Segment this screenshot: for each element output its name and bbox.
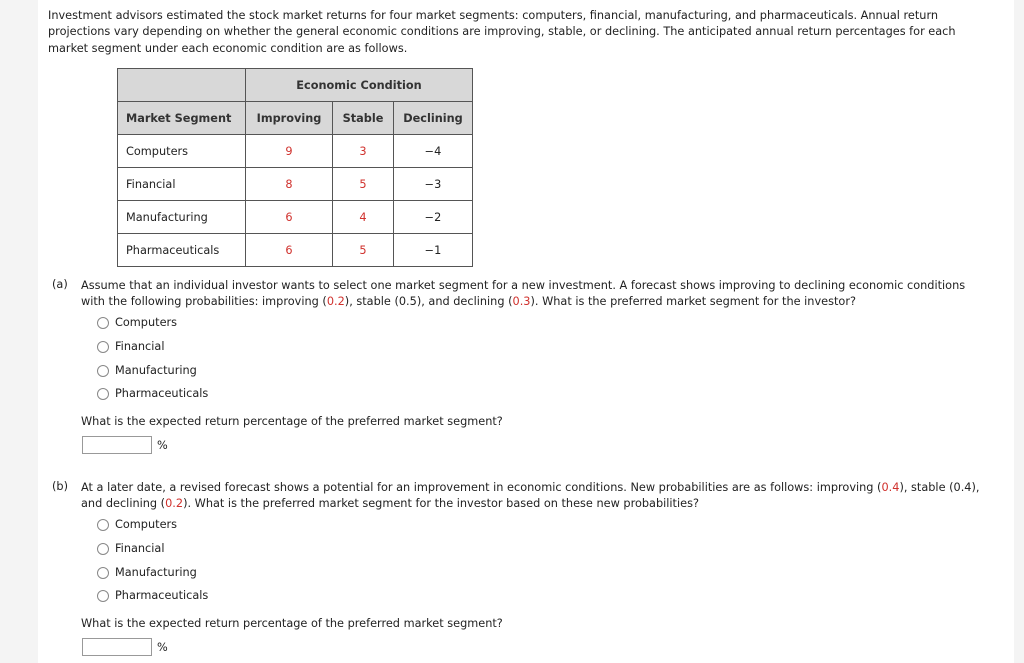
part-a-option-pharmaceuticals[interactable] <box>97 387 208 400</box>
part-b-option-pharmaceuticals[interactable] <box>97 589 208 602</box>
economic-condition-header: Economic Condition <box>246 69 473 102</box>
improving-cell: 9 <box>246 135 333 168</box>
stable-cell: 5 <box>333 234 394 267</box>
q-text: ). What is the preferred market segment for the investor? <box>530 295 856 309</box>
prob-improving: 0.4 <box>881 481 900 494</box>
improving-cell: 6 <box>246 234 333 267</box>
declining-cell: −3 <box>394 168 473 201</box>
option-label: Computers <box>115 518 178 531</box>
percent-unit: % <box>157 438 168 452</box>
prob-declining: 0.3 <box>512 295 531 309</box>
header-declining: Declining <box>394 102 473 135</box>
segment-cell: Manufacturing <box>118 201 246 234</box>
part-b-label: (b) <box>52 480 68 493</box>
option-label: Manufacturing <box>115 364 197 377</box>
radio-button[interactable] <box>97 341 109 353</box>
part-a-label: (a) <box>52 278 68 291</box>
table-column-header-row <box>118 102 473 135</box>
q-text: ), stable (0.4), and declining ( <box>81 481 980 511</box>
radio-button[interactable] <box>97 365 109 377</box>
q-text: ), stable (0.5), and declining ( <box>344 295 513 309</box>
radio-button[interactable] <box>97 388 109 400</box>
table-row <box>118 168 473 201</box>
part-a-answer-row <box>82 436 168 454</box>
returns-table <box>117 68 473 267</box>
part-b-return-input[interactable] <box>82 638 152 656</box>
segment-cell: Financial <box>118 168 246 201</box>
part-b-option-financial[interactable] <box>97 542 164 555</box>
stable-cell: 5 <box>333 168 394 201</box>
q-text: At a later date, a revised forecast shows a potential for an improvement in economic conditions. New probabilities are as follows: improving ( <box>81 481 882 494</box>
prob-improving: 0.2 <box>326 295 345 309</box>
improving-cell: 6 <box>246 201 333 234</box>
part-a-option-computers[interactable] <box>97 316 177 329</box>
option-label: Financial <box>115 542 165 555</box>
radio-button[interactable] <box>97 567 109 579</box>
stable-cell: 3 <box>333 135 394 168</box>
part-b-question <box>81 480 991 513</box>
radio-button[interactable] <box>97 590 109 602</box>
declining-cell: −4 <box>394 135 473 168</box>
radio-button[interactable] <box>97 519 109 531</box>
part-b-option-manufacturing[interactable] <box>97 566 197 579</box>
part-a-return-prompt: What is the expected return percentage of the preferred market segment? <box>81 415 503 428</box>
radio-button[interactable] <box>97 317 109 329</box>
part-a-return-input[interactable] <box>82 436 152 454</box>
table-row <box>118 201 473 234</box>
radio-button[interactable] <box>97 543 109 555</box>
table-row <box>118 135 473 168</box>
table-corner-cell <box>118 69 246 102</box>
part-a-option-financial[interactable] <box>97 340 164 353</box>
option-label: Financial <box>115 340 165 353</box>
problem-page <box>38 0 1014 663</box>
declining-cell: −2 <box>394 201 473 234</box>
segment-cell: Pharmaceuticals <box>118 234 246 267</box>
option-label: Computers <box>115 316 178 329</box>
part-a-question <box>81 278 991 311</box>
declining-cell: −1 <box>394 234 473 267</box>
prob-declining: 0.2 <box>165 497 184 511</box>
table-row <box>118 234 473 267</box>
intro-text: Investment advisors estimated the stock market returns for four market segments: computers, financial, manufacturing, and pharmaceuticals. Annual return projections vary depending on whether the general economic conditions are improving, stable, or declining. The anticipated annual return percentages for each market segment under each economic condition are as follows. <box>48 9 956 55</box>
table-group-header-row <box>118 69 473 102</box>
header-stable: Stable <box>333 102 394 135</box>
q-text: Assume that an individual investor wants to select one market segment for a new investment. A forecast shows improving to declining economic conditions with the following probabilities: improving ( <box>81 279 966 309</box>
q-text: ). What is the preferred market segment for the investor based on these new probabilities? <box>183 497 699 511</box>
part-b-return-prompt: What is the expected return percentage of the preferred market segment? <box>81 617 503 630</box>
header-improving: Improving <box>246 102 333 135</box>
option-label: Pharmaceuticals <box>115 589 209 602</box>
part-a-option-manufacturing[interactable] <box>97 364 197 377</box>
part-b-option-computers[interactable] <box>97 518 177 531</box>
stable-cell: 4 <box>333 201 394 234</box>
improving-cell: 8 <box>246 168 333 201</box>
option-label: Pharmaceuticals <box>115 387 209 400</box>
part-b-answer-row <box>82 638 168 656</box>
option-label: Manufacturing <box>115 566 197 579</box>
header-market-segment: Market Segment <box>118 102 246 135</box>
segment-cell: Computers <box>118 135 246 168</box>
percent-unit: % <box>157 640 168 654</box>
